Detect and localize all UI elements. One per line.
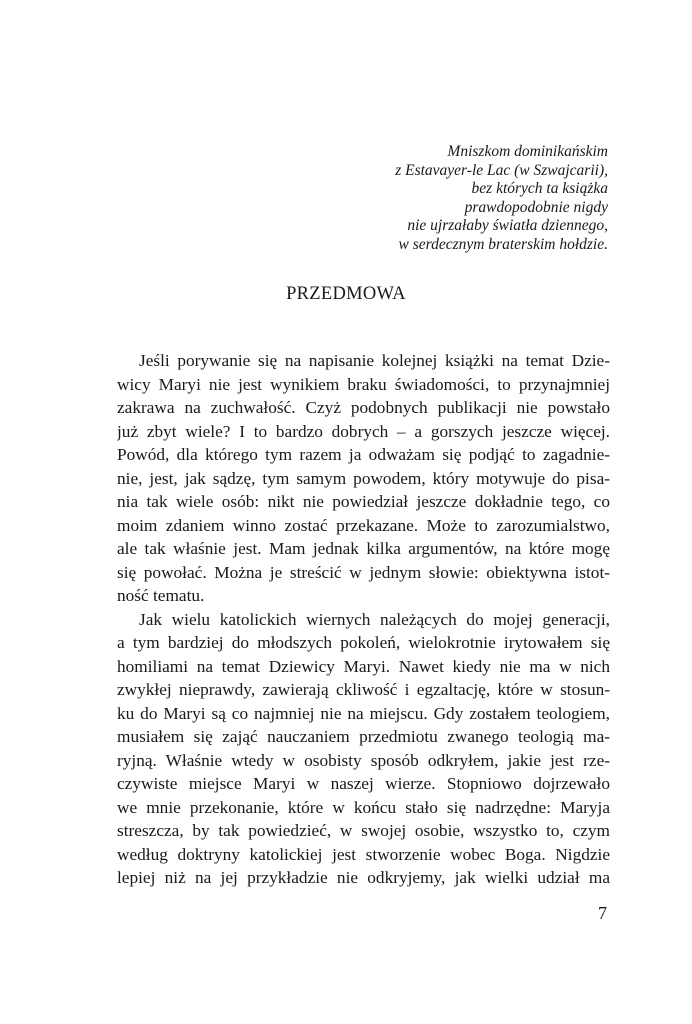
text-line: ku do Maryi są co najmniej nie na miejscu. Gdy zostałem teologiem, [117,703,610,723]
text-line: streszcza, by tak powiedzieć, w swojej osobie, wszystko to, czym [117,821,610,840]
text-line: zwykłej nieprawdy, zawierają ckliwość i egzaltację, które w stosun- [117,680,610,699]
text-line: Jak wielu katolickich wiernych należących do mojej generacji, [139,609,610,629]
dedication-line: nie ujrzałaby światła dziennego, [407,217,608,235]
text-line: ność tematu. [117,586,205,605]
text-line: czywiste miejsce Maryi w naszej wierze. Stopniowo dojrzewało [117,774,610,793]
text-line: musiałem się zająć nauczaniem przedmiotu zwanego teologią ma- [117,727,610,746]
text-line: wicy Maryi nie jest wynikiem braku świadomości, to przynajmniej [117,374,610,394]
chapter-heading: PRZEDMOWA [286,284,406,304]
text-line: ryjną. Właśnie wtedy w osobisty sposób odkryłem, jakie jest rze- [117,750,610,770]
dedication-line: Mniszkom dominikańskim [447,143,608,160]
text-line: homiliami na temat Dziewicy Maryi. Nawet kiedy nie ma w nich [117,656,610,676]
text-line: nia tak wiele osób: nikt nie powiedział jeszcze dokładnie tego, co [117,492,610,511]
page-number: 7 [598,903,607,923]
text-line: we mnie przekonanie, które w końcu stało się nadrzędne: Maryja [117,797,610,817]
body-text [117,349,610,890]
dedication-line: prawdopodobnie nigdy [464,198,608,216]
dedication-line: w serdecznym braterskim hołdzie. [398,235,608,253]
text-line: ale tak właśnie jest. Mam jednak kilka argumentów, na które mogę [117,539,610,558]
text-line: lepiej niż na jej przykładzie nie odkryjemy, jak wielki udział ma [117,868,610,887]
text-line: moim zdaniem winno zostać przekazane. Może to zarozumialstwo, [117,515,610,535]
text-line: nie, jest, jak sądzę, tym samym powodem, który motywuje do pisa- [117,468,610,488]
text-line: zakrawa na zuchwałość. Czyż podobnych publikacji nie powstało [117,398,610,417]
text-line: Powód, dla którego tym razem ja odważam się podjąć to zagadnie- [117,445,610,464]
paragraph-1 [117,349,610,608]
dedication [308,143,608,255]
dedication-line: z Estavayer-le Lac (w Szwajcarii), [395,161,608,179]
text-line: już zbyt wiele? I to bardzo dobrych – a gorszych jeszcze więcej. [117,421,610,441]
text-line: według doktryny katolickiej jest stworzenie wobec Boga. Nigdzie [117,844,610,864]
text-line: się powołać. Można je streścić w jednym słowie: obiektywna istot- [117,562,610,582]
paragraph-2 [117,608,610,890]
text-line: Jeśli porywanie się na napisanie kolejnej książki na temat Dzie- [139,351,610,370]
dedication-line: bez których ta książka [471,180,608,198]
text-line: a tym bardziej do młodszych pokoleń, wielokrotnie irytowałem się [117,633,610,652]
